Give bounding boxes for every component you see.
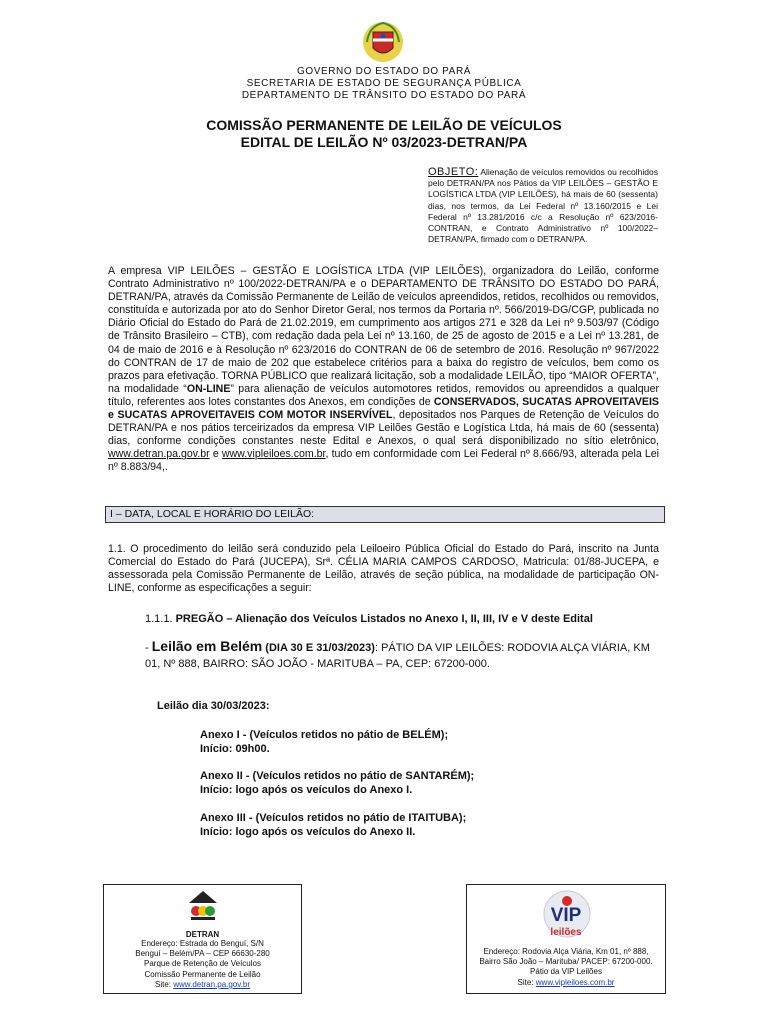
footer-vip-box	[466, 884, 666, 994]
anexo-2-start: Início: logo após os veículos do Anexo I.	[200, 784, 413, 796]
objeto-text: Alienação de veículos removidos ou recolhidos pelo DETRAN/PA nos Pátios da VIP LEILÕES – GESTÃO E LOGÍSTICA LTDA (VIP LEILÕES), há mais de 60 (sessenta) dias, nos termos, da Lei Federal nº 13.160/2015 e Lei Federal nº 13.281/2016 c/c a Resolução nº 623/2016-CONTRAN, e Contrato Administrativo nº 100/2022– DETRAN/PA, firmado com o DETRAN/PA.	[428, 167, 658, 245]
vipleiloes-link[interactable]: www.vipleiloes.com.br	[221, 448, 326, 461]
belem-title: Leilão em Belém	[151, 638, 263, 654]
belem-address: : PÁTIO DA VIP LEILÕES: RODOVIA ALÇA VIÁRIA, KM 01, Nº 888, BAIRRO: SÃO JOÃO - MARITUBA – PA, CEP: 67200-000.	[145, 642, 650, 670]
anexo-3-start: Início: logo após os veículos do Anexo II.	[200, 826, 416, 838]
footer-right-site	[467, 978, 665, 988]
footer-left-line-2: Benguí – Belém/PA – CEP 66630-280	[135, 949, 270, 959]
section-header-date-place	[105, 506, 665, 523]
procedure-paragraph: 1.1. O procedimento do leilão será conduzido pela Leiloeiro Pública Oficial do Estado do Pará, inscrito na Junta Comercial do Estado do Pará (JUCEPA), Srª. CÉLIA MARIA CAMPOS CARDOSO, Matricula: 01/88-JUCEPA, e assessorada pela Comissão Permanente de Leilão, através de seção pública, na modalidade de participação ON-LINE, conforme as especificações a seguir:	[108, 543, 659, 595]
objeto-label: OBJETO:	[428, 166, 479, 178]
anexo-1-start: Início: 09h00.	[200, 743, 270, 755]
anexo-3-title: Anexo III - (Veículos retidos no pátio de ITAITUBA);	[200, 812, 467, 824]
para-coat-of-arms-icon	[359, 18, 407, 66]
vip-logo-subtext: leilões	[550, 927, 582, 938]
intro-text-2: ” para alienação de veículos automotores retidos, removidos ou apreendidos a qualquer título, referentes aos lotes constantes dos Anexos, em condições de	[108, 382, 659, 408]
belem-dash: -	[145, 642, 152, 654]
document-title: COMISSÃO PERMANENTE DE LEILÃO DE VEÍCULOS	[206, 117, 562, 133]
item-number: 1.1.1.	[145, 613, 176, 625]
detran-link[interactable]: www.detran.pa.gov.br	[108, 448, 210, 461]
objeto-block	[428, 167, 658, 245]
document-subtitle: EDITAL DE LEILÃO Nº 03/2023-DETRAN/PA	[240, 134, 528, 150]
header-line-department: DEPARTAMENTO DE TRÂNSITO DO ESTADO DO PARÁ	[241, 90, 527, 101]
leilao-belem	[145, 638, 663, 672]
footer-left-site-label: Site:	[154, 979, 174, 989]
detran-logo-text: DETRAN	[185, 930, 220, 939]
item-1-1-1	[145, 612, 665, 626]
footer-left-site	[104, 980, 301, 990]
vip-logo-text: VIP	[550, 905, 582, 926]
intro-online: ON-LINE	[186, 382, 231, 395]
footer-right-line-1: Endereço: Rodovia Alça Viária, Km 01, nº 888,	[483, 947, 649, 956]
intro-text-5: , tudo em conformidade com Lei Federal nº 8.666/93, alterada pela Lei nº 8.883/94,.	[108, 448, 659, 474]
belem-dates: (DIA 30 E 31/03/2023)	[262, 642, 375, 654]
footer-right-site-label: Site:	[517, 977, 536, 987]
footer-right-line-3: Pátio da VIP Leilões	[530, 967, 602, 977]
item-description: – Alienação dos Veículos Listados no Anexo I, II, III, IV e V deste Edital	[223, 613, 593, 625]
intro-text-4: e	[209, 448, 222, 461]
section-title: I – DATA, LOCAL E HORÁRIO DO LEILÃO:	[110, 508, 315, 520]
anexo-2-title: Anexo II - (Veículos retidos no pátio de SANTARÉM);	[200, 770, 475, 782]
intro-text-3: , depositados nos Parques de Retenção de Veículos do DETRAN/PA e nos pátios terceirizados da empresa VIP Leilões Gestão e Logística Ltda, há mais de 60 (sessenta) dias, conforme condições constantes neste Edital e Anexos, o qual será disponibilizado no sítio eletrônico,	[108, 409, 659, 448]
leilao-day-label: Leilão dia 30/03/2023:	[157, 700, 270, 712]
footer-left-line-4: Comissão Permanente de Leilão	[144, 969, 261, 979]
footer-detran-box	[103, 884, 302, 994]
intro-text-1: A empresa VIP LEILÕES – GESTÃO E LOGÍSTICA LTDA (VIP LEILÕES), organizadora do Leilão, conforme Contrato Administrativo nº 100/2022-DETRAN/PA e o DEPARTAMENTO DE TRÂNSITO DO ESTADO DO PARÁ, DETRAN/PA, através da Comissão Permanente de Leilão de veículos apreendidos, retidos, recolhidos ou removidos, constituída e autorizada por ato do Senhor Diretor Geral, nos termos da Portaria nº. 566/2019-DG/CGP, publicada no Diário Oficial do Estado do Pará de 21.02.2019, em cumprimento aos artigos 271 e 328 da Lei nº 9.503/97 (Código de Trânsito Brasileiro – CTB), com redação dada pela Lei nº 13.160, de 25 de agosto de 2015 e a Lei nº 13.281, de 04 de maio de 2016 e à Resolução nº 623/2016 do CONTRAN de 06 de setembro de 2016. Resolução nº 967/2022 do CONTRAN de 17 de maio de 202 que estabelece critérios para a baixa do registro de veículos, bem como os prazos para efetivação. TORNA PÚBLICO que realizará licitação, sob a modalidade LEILÃO, tipo “MAIOR OFERTA”, na modalidade “	[108, 265, 659, 395]
header-line-government: GOVERNO DO ESTADO DO PARÁ	[296, 66, 472, 77]
footer-right-address	[467, 947, 665, 988]
intro-conditions: CONSERVADOS, SUCATAS APROVEITAVEIS e SUCATAS APROVEITAVEIS COM MOTOR INSERVÍVEL	[108, 395, 659, 422]
footer-left-line-3: Parque de Retenção de Veículos	[144, 959, 261, 969]
footer-left-address	[104, 939, 301, 990]
anexo-1-title: Anexo I - (Veículos retidos no pátio de BELÉM);	[200, 729, 449, 741]
item-pregao: PREGÃO	[175, 613, 224, 625]
footer-vip-link[interactable]: www.vipleiloes.com.br	[535, 977, 615, 987]
intro-paragraph	[108, 265, 659, 475]
header-line-secretariat: SECRETARIA DE ESTADO DE SEGURANÇA PÚBLICA	[246, 78, 522, 89]
footer-left-line-1: Endereço: Estrada do Benguí, S/N	[141, 939, 264, 948]
footer-detran-link[interactable]: www.detran.pa.gov.br	[173, 979, 250, 989]
detran-logo-icon	[187, 889, 219, 929]
footer-right-line-2: Bairro São João – Marituba/ PACEP: 67200-000.	[479, 957, 653, 967]
